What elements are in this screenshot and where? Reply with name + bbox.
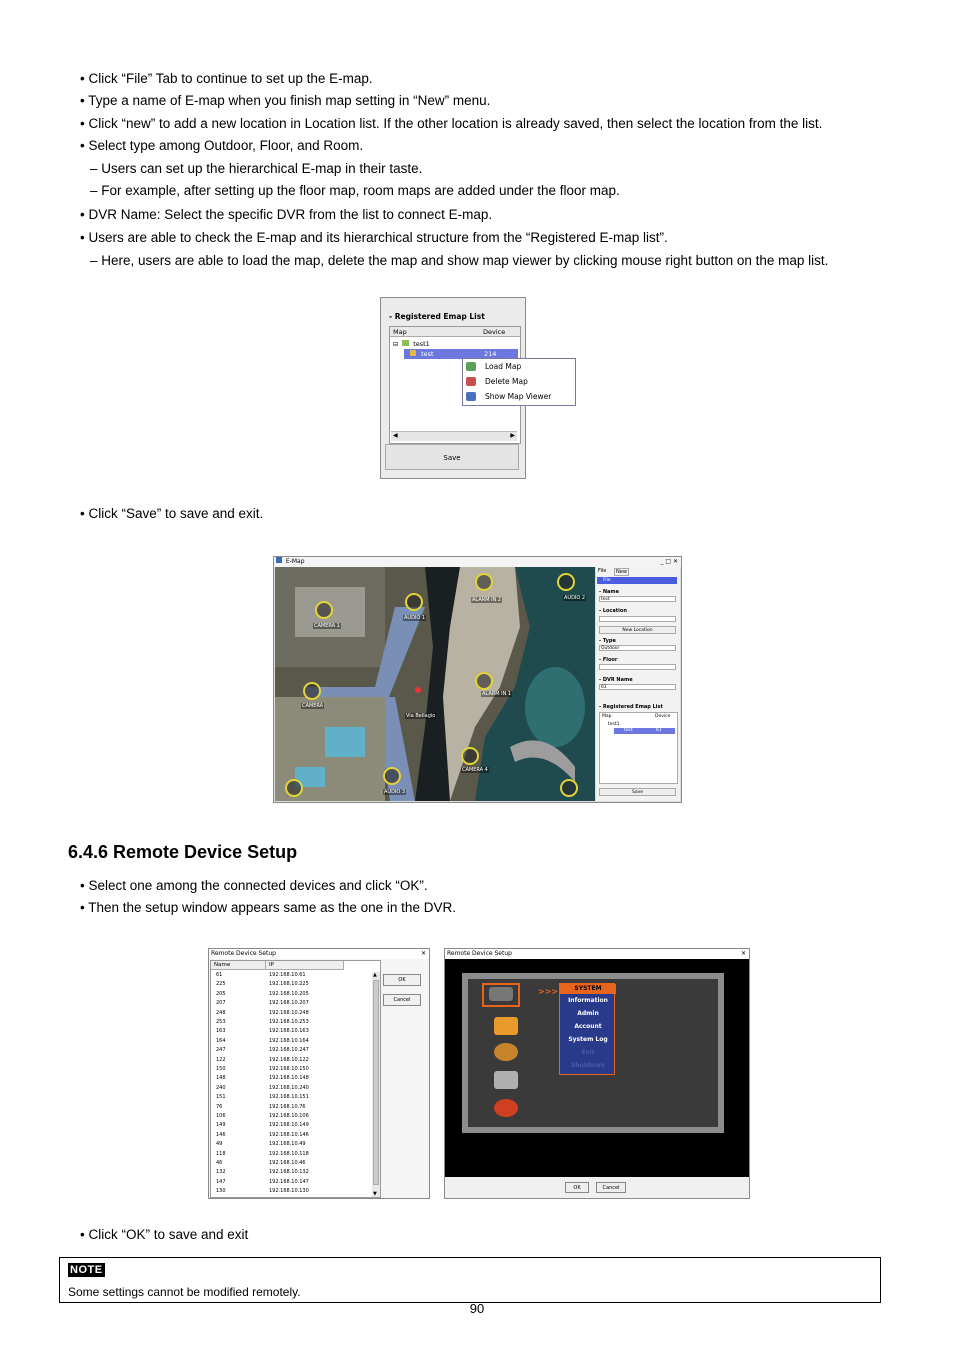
map-label: CAMERA 4	[462, 767, 488, 773]
tree-root-label[interactable]: test1	[608, 722, 620, 727]
device-name: 146	[216, 1131, 226, 1138]
scroll-right-icon[interactable]: ▶	[510, 432, 515, 439]
ok-button[interactable]: OK	[565, 1182, 589, 1193]
titlebar	[445, 949, 749, 959]
device-ip: 192.168.10.164	[269, 1037, 309, 1044]
device-row[interactable]	[211, 1140, 371, 1149]
system-submenu	[559, 983, 615, 1075]
device-ip: 192.168.10.207	[269, 1000, 309, 1007]
dvr-device-icon	[489, 987, 513, 1001]
instruction-line: • Then the setup window appears same as the one in the DVR.	[80, 900, 456, 915]
name-field[interactable]: test	[599, 596, 676, 602]
map-label: CAMERA 1	[314, 623, 340, 629]
device-row[interactable]	[211, 1121, 371, 1130]
section-heading: 6.4.6 Remote Device Setup	[68, 842, 298, 862]
tree-root-label: test1	[413, 340, 430, 348]
note-box	[59, 1257, 881, 1303]
alarm-icon[interactable]	[475, 573, 493, 591]
titlebar	[274, 557, 681, 567]
device-name: 76	[216, 1103, 223, 1110]
cancel-button[interactable]: Cancel	[596, 1182, 626, 1193]
location-label: - Location	[599, 608, 627, 614]
submenu-header: SYSTEM	[560, 984, 616, 994]
camera-icon[interactable]	[303, 682, 321, 700]
app-icon	[276, 557, 282, 563]
camera-icon[interactable]	[560, 779, 578, 797]
device-name: 253	[216, 1019, 226, 1025]
emap-list-title: - Registered Emap List	[389, 312, 485, 321]
ok-button[interactable]: OK	[383, 974, 421, 986]
device-row[interactable]	[211, 1084, 371, 1093]
remote-device-list-screenshot	[208, 948, 430, 1199]
device-ip: 192.168.10.122	[269, 1056, 309, 1063]
tree-child-device: 214	[484, 350, 497, 358]
device-row[interactable]	[211, 1112, 371, 1121]
device-ip: 192.168.10.240	[269, 1084, 309, 1091]
scroll-thumb[interactable]	[373, 980, 379, 1185]
device-row[interactable]	[211, 1178, 371, 1187]
instruction-line: • Click “OK” to save and exit	[80, 1227, 249, 1242]
device-ip: 192.168.10.149	[269, 1122, 309, 1129]
map-label: CAMERA	[302, 703, 324, 709]
device-name: 164	[216, 1037, 226, 1044]
registered-list-label: - Registered Emap List	[599, 704, 663, 710]
instruction-line: • Select one among the connected devices and click “OK”.	[80, 878, 428, 893]
device-row[interactable]	[211, 1093, 371, 1102]
map-icon	[410, 350, 416, 356]
map-label: AUDIO 3	[384, 789, 406, 795]
instruction-line: • Click “File” Tab to continue to set up the E-map.	[80, 71, 373, 86]
alarm-icon[interactable]	[494, 1099, 518, 1117]
save-button[interactable]: Save	[599, 788, 676, 796]
window-title: Remote Device Setup	[447, 950, 512, 957]
dvr-setup-screenshot	[444, 948, 750, 1199]
instruction-line: • Type a name of E-map when you finish map setting in “New” menu.	[80, 93, 491, 108]
device-ip: 192.168.10.151	[269, 1094, 309, 1101]
device-row[interactable]	[211, 999, 371, 1008]
device-name: 147	[216, 1178, 226, 1185]
map-label: ALARM IN 1	[482, 691, 512, 697]
close-icon[interactable]: ✕	[420, 950, 426, 957]
tree-child-label: test	[421, 350, 434, 358]
audio-icon[interactable]	[383, 767, 401, 785]
submenu-information[interactable]: Information	[568, 997, 608, 1004]
device-ip: 192.168.10.147	[269, 1178, 309, 1185]
floor-select[interactable]	[599, 664, 676, 670]
device-name: 46	[216, 1160, 223, 1166]
device-ip: 192.168.10.130	[269, 1188, 309, 1195]
window-title: Remote Device Setup	[211, 950, 276, 957]
device-row[interactable]	[211, 1159, 371, 1168]
camera-icon[interactable]	[461, 747, 479, 765]
column-map: Map	[602, 714, 612, 719]
dvr-name-select[interactable]: 61	[599, 684, 676, 690]
device-row[interactable]	[211, 1056, 371, 1065]
tree-child-device: 61	[656, 728, 662, 733]
note-text: Some settings cannot be modified remotely.	[68, 1285, 301, 1299]
device-name: 122	[216, 1056, 226, 1063]
device-ip: 192.168.10.118	[269, 1150, 309, 1157]
device-ip: 192.168.10.150	[269, 1066, 309, 1072]
emap-window-screenshot	[273, 556, 682, 803]
menu-item-delete-map[interactable]	[463, 374, 575, 389]
device-name: 151	[216, 1094, 226, 1101]
device-row[interactable]	[211, 1103, 371, 1112]
device-ip: 192.168.10.148	[269, 1075, 309, 1082]
audio-icon[interactable]	[557, 573, 575, 591]
new-location-button[interactable]: New Location	[599, 626, 676, 634]
menu-item-load-map[interactable]	[463, 359, 575, 374]
schedule-icon[interactable]	[494, 1071, 518, 1089]
device-name: 130	[216, 1188, 226, 1195]
device-row[interactable]	[211, 1018, 371, 1027]
window-controls[interactable]: _ □ ✕	[660, 558, 678, 565]
device-ip: 192.168.10.61	[269, 972, 306, 978]
device-row[interactable]	[211, 1046, 371, 1055]
scroll-up-icon[interactable]: ▲	[373, 972, 377, 978]
device-name: 150	[216, 1066, 226, 1072]
device-ip: 192.168.10.49	[269, 1141, 306, 1148]
submenu-exit[interactable]: Exit	[581, 1049, 595, 1056]
device-row[interactable]	[211, 971, 371, 980]
arrows-icon: >>>	[538, 987, 559, 996]
context-menu	[462, 358, 576, 406]
floor-label: - Floor	[599, 657, 618, 663]
menu-item-label: Load Map	[485, 362, 522, 371]
registered-emap-tree[interactable]	[599, 712, 678, 784]
device-ip: 192.168.10.253	[269, 1019, 309, 1025]
column-name[interactable]: Name	[211, 961, 266, 970]
device-name: 163	[216, 1028, 226, 1035]
device-ip: 192.168.10.46	[269, 1160, 306, 1166]
menu-item-label: Delete Map	[485, 377, 528, 386]
device-row[interactable]	[211, 1027, 371, 1036]
map-label: Via Bellagio	[406, 713, 436, 719]
device-name: 240	[216, 1084, 226, 1091]
display-icon[interactable]	[494, 1017, 518, 1035]
device-name: 106	[216, 1113, 226, 1119]
instruction-subline: – Users can set up the hierarchical E-map in their taste.	[90, 161, 423, 176]
device-list[interactable]	[210, 960, 381, 1198]
load-map-icon	[466, 362, 476, 371]
record-icon[interactable]	[494, 1043, 518, 1061]
camera-icon[interactable]	[285, 779, 303, 797]
device-row[interactable]	[211, 1065, 371, 1074]
folder-icon	[402, 340, 409, 346]
instruction-line: • DVR Name: Select the specific DVR from the list to connect E-map.	[80, 207, 493, 222]
map-label: AUDIO 2	[564, 595, 586, 601]
window-title: E-Map	[285, 558, 305, 565]
instruction-line: • Users are able to check the E-map and its hierarchical structure from the “Registered E-map list”.	[80, 230, 668, 245]
device-name: 49	[216, 1141, 223, 1148]
emap-side-panel	[596, 567, 680, 801]
tab-file[interactable]: File	[598, 568, 607, 574]
scroll-left-icon[interactable]: ◀	[393, 432, 398, 439]
column-device[interactable]: Device	[480, 327, 520, 337]
device-row[interactable]	[211, 1168, 371, 1177]
device-ip: 192.168.10.205	[269, 990, 309, 997]
horizontal-scrollbar[interactable]	[391, 431, 517, 441]
device-row[interactable]	[211, 1131, 371, 1140]
device-ip: 192.168.10.247	[269, 1047, 309, 1054]
submenu-shutdown[interactable]: Shutdown	[571, 1062, 605, 1069]
device-name: 132	[216, 1169, 226, 1176]
device-ip: 192.168.10.132	[269, 1169, 309, 1176]
file-item-selected[interactable]: File	[597, 577, 677, 584]
instruction-line: • Select type among Outdoor, Floor, and Room.	[80, 138, 364, 153]
menu-item-label: Show Map Viewer	[485, 392, 552, 401]
device-ip: 192.168.10.106	[269, 1113, 309, 1119]
device-ip: 192.168.10.163	[269, 1028, 309, 1035]
map-label: ALARM IN 2	[472, 597, 502, 603]
device-row[interactable]	[211, 990, 371, 999]
submenu-system-log[interactable]: System Log	[568, 1036, 608, 1043]
dvr-menu-panel	[468, 979, 718, 1127]
dvr-name-label: - DVR Name	[599, 677, 633, 683]
instruction-subline: – Here, users are able to load the map, delete the map and show map viewer by clicking mouse right button on the map list.	[90, 253, 829, 268]
device-row[interactable]	[211, 1009, 371, 1018]
instruction-line: • Click “new” to add a new location in Location list. If the other location is already saved, then select the location from the list.	[80, 116, 823, 131]
location-pin-icon	[415, 687, 421, 693]
location-select[interactable]	[599, 616, 676, 622]
device-name: 148	[216, 1075, 226, 1082]
delete-map-icon	[466, 377, 476, 386]
camera-icon[interactable]	[315, 601, 333, 619]
column-ip[interactable]: IP	[266, 961, 344, 970]
cancel-button[interactable]: Cancel	[383, 994, 421, 1006]
vertical-scrollbar[interactable]	[372, 972, 380, 1197]
device-ip: 192.168.10.76	[269, 1103, 306, 1110]
device-row[interactable]	[211, 1187, 371, 1196]
device-ip: 192.168.10.248	[269, 1009, 309, 1016]
page-number: 90	[469, 1301, 485, 1316]
device-row[interactable]	[211, 980, 371, 989]
menu-item-show-map-viewer[interactable]	[463, 389, 575, 404]
scroll-down-icon[interactable]: ▼	[373, 1191, 377, 1197]
system-category-selected[interactable]	[482, 983, 520, 1007]
device-ip: 192.168.10.225	[269, 981, 309, 988]
submenu-account[interactable]: Account	[574, 1023, 602, 1030]
type-label: - Type	[599, 638, 616, 644]
device-name: 205	[216, 990, 226, 997]
device-name: 225	[216, 981, 226, 988]
device-row[interactable]	[211, 1074, 371, 1083]
instruction-subline: – For example, after setting up the floor map, room maps are added under the floor map.	[90, 183, 620, 198]
audio-icon[interactable]	[405, 593, 423, 611]
aerial-map[interactable]	[275, 567, 595, 801]
instruction-line: • Click “Save” to save and exit.	[80, 506, 264, 521]
device-row[interactable]	[211, 1150, 371, 1159]
device-name: 248	[216, 1009, 226, 1016]
device-row[interactable]	[211, 1037, 371, 1046]
titlebar	[209, 949, 429, 959]
tree-child-label: test	[624, 728, 633, 733]
map-viewer-icon	[466, 392, 476, 401]
device-name: 207	[216, 1000, 226, 1007]
name-label: - Name	[599, 589, 619, 595]
type-select[interactable]: Outdoor	[599, 645, 676, 651]
tree-child-selected[interactable]	[614, 728, 675, 734]
save-button[interactable]: Save	[385, 444, 519, 470]
device-name: 61	[216, 972, 223, 978]
device-name: 149	[216, 1122, 226, 1129]
column-device: Device	[655, 714, 671, 719]
tab-new[interactable]: New	[616, 569, 627, 575]
note-tag: NOTE	[70, 1264, 103, 1276]
dialog-button-bar	[445, 1177, 749, 1198]
alarm-icon[interactable]	[475, 672, 493, 690]
submenu-admin[interactable]: Admin	[577, 1010, 599, 1017]
map-label: AUDIO 1	[404, 615, 426, 621]
column-map[interactable]: Map	[390, 327, 480, 337]
close-icon[interactable]: ✕	[740, 950, 746, 957]
dvr-menu-frame	[462, 973, 724, 1133]
collapse-icon[interactable]: ⊟	[393, 341, 399, 348]
device-ip: 192.168.10.146	[269, 1131, 309, 1138]
device-name: 247	[216, 1047, 226, 1054]
device-name: 118	[216, 1150, 226, 1157]
